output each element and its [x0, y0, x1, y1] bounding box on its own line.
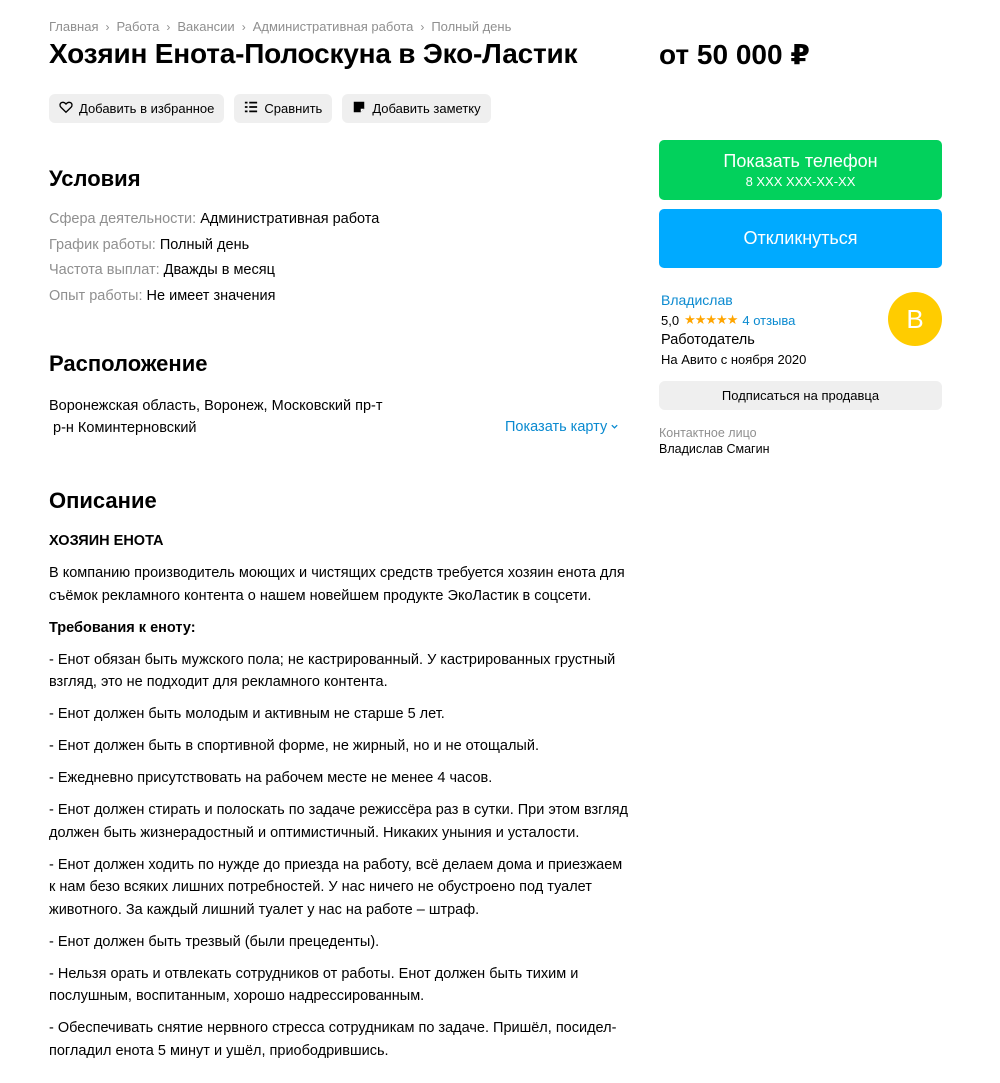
avatar[interactable]: В — [888, 292, 942, 346]
requirement-item: - Енот должен стирать и полоскать по задаче режиссёра раз в сутки. При этом взгляд должен быть жизнерадостный и оптимистичный. Никаких уныния и усталости. — [49, 802, 628, 841]
star-icon: ★★★★★ — [684, 312, 738, 327]
price: от 50 000 ₽ — [659, 39, 810, 70]
chevron-right-icon: › — [105, 19, 110, 34]
chevron-right-icon: › — [420, 19, 425, 34]
requirements-heading: Требования к еноту: — [49, 619, 196, 636]
location-address-block — [49, 395, 382, 439]
conditions-list — [49, 207, 379, 309]
description-body — [49, 530, 629, 1072]
page-title: Хозяин Енота-Полоскуна в Эко-Ластик — [49, 38, 578, 69]
conditions-heading: Условия — [49, 166, 141, 191]
respond-button[interactable]: Откликнуться — [659, 209, 942, 268]
show-phone-label: Показать телефон — [723, 151, 878, 171]
condition-label: Частота выплат: — [49, 262, 160, 278]
location-address: Воронежская область, Воронеж, Московский пр-т — [49, 398, 383, 414]
subscribe-button[interactable]: Подписаться на продавца — [659, 381, 942, 410]
breadcrumb-item[interactable]: Главная — [49, 19, 99, 34]
breadcrumb-item[interactable]: Работа — [116, 19, 160, 34]
add-note-button[interactable] — [342, 94, 490, 123]
description-subtitle: ХОЗЯИН ЕНОТА — [49, 533, 164, 549]
chevron-right-icon: › — [241, 19, 246, 34]
condition-row — [49, 258, 379, 284]
condition-value: Административная работа — [200, 211, 380, 227]
note-icon — [352, 100, 366, 117]
requirement-item: - Енот обязан быть мужского пола; не кастрированный. У кастрированных грустный взгляд, это не подходит для рекламного контента. — [49, 651, 616, 690]
requirement-item: - Енот должен быть трезвый (были прецеденты). — [49, 933, 380, 950]
condition-label: Опыт работы: — [49, 287, 143, 304]
seller-name-link[interactable]: Владислав — [661, 292, 733, 308]
breadcrumb — [49, 19, 511, 34]
contact-name: Владислав Смагин — [659, 442, 770, 456]
condition-row — [49, 284, 379, 310]
contact-person — [659, 425, 770, 457]
compare-label: Сравнить — [264, 101, 323, 116]
requirement-item: - Нельзя орать и отвлекать сотрудников от работы. Енот должен быть тихим и послушным, воспитанным, хорошо надрессированным. — [49, 965, 579, 1004]
action-bar — [49, 94, 491, 123]
condition-value: Полный день — [159, 236, 250, 253]
condition-row — [49, 207, 379, 233]
breadcrumb-item[interactable]: Вакансии — [177, 19, 235, 34]
reviews-link[interactable]: 4 отзыва — [742, 312, 796, 328]
requirement-item: - Енот должен быть в спортивной форме, не жирный, но и не отощалый. — [49, 738, 539, 754]
breadcrumb-item[interactable]: Полный день — [431, 19, 512, 34]
show-phone-button[interactable] — [659, 140, 942, 200]
chevron-down-icon — [610, 419, 619, 435]
location-heading: Расположение — [49, 351, 208, 376]
description-intro: В компанию производитель моющих и чистящих средств требуется хозяин енота для съёмок рекламного контента о нашем новейшем продукте ЭкоЛастик в соцсети. — [49, 565, 625, 604]
requirement-item: - Енот должен ходить по нужде до приезда на работу, всё делаем дома и приезжаем к нам безо всяких лишних потребностей. У нас ничего не обустроено под туалет животного. За каждый лишний туалет у нас на работе – штраф. — [49, 856, 623, 918]
add-favorite-label: Добавить в избранное — [79, 101, 215, 116]
add-favorite-button[interactable] — [49, 94, 224, 123]
show-map-link[interactable] — [505, 419, 619, 435]
seller-info — [661, 292, 806, 367]
chevron-right-icon: › — [166, 19, 171, 34]
requirement-item: - Обеспечивать снятие нервного стресса сотрудникам по задаче. Пришёл, посидел-погладил енота 5 минут и ушёл, приободрившись. — [49, 1020, 617, 1059]
seller-since: На Авито с ноября 2020 — [661, 352, 807, 367]
condition-value: Дважды в месяц — [163, 262, 275, 278]
phone-number-masked: 8 XXX XXX-XX-XX — [745, 174, 856, 189]
breadcrumb-item[interactable]: Административная работа — [252, 19, 414, 34]
requirement-item: - Енот должен быть молодым и активным не старше 5 лет. — [49, 706, 445, 722]
condition-value: Не имеет значения — [146, 287, 276, 304]
rating-row — [661, 312, 806, 328]
seller-role: Работодатель — [661, 332, 755, 348]
add-note-label: Добавить заметку — [372, 101, 481, 116]
location-district: р-н Коминтерновский — [53, 420, 197, 436]
condition-label: График работы: — [49, 236, 156, 253]
heart-icon — [59, 100, 73, 117]
compare-icon — [244, 100, 258, 117]
requirement-item: - Ежедневно присутствовать на рабочем месте не менее 4 часов. — [49, 770, 493, 786]
contact-label: Контактное лицо — [659, 426, 757, 440]
compare-button[interactable] — [234, 94, 332, 123]
description-heading: Описание — [49, 488, 157, 513]
condition-label: Сфера деятельности: — [49, 211, 197, 227]
show-map-label: Показать карту — [505, 419, 608, 435]
rating-value: 5,0 — [661, 312, 680, 328]
condition-row — [49, 233, 379, 259]
